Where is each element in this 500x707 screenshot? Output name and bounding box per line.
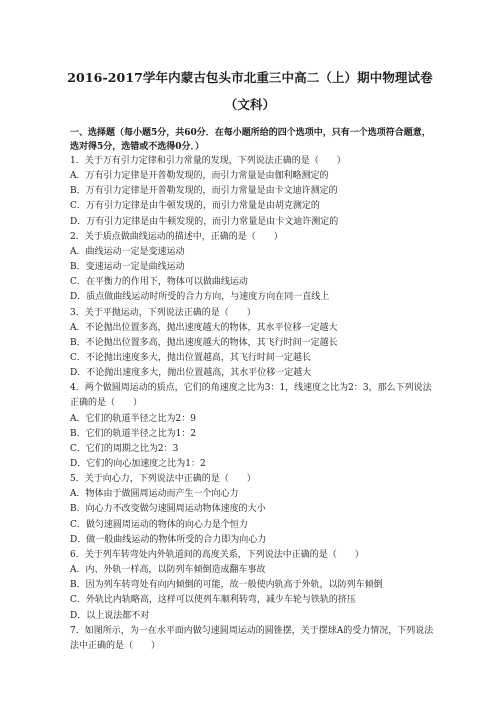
- question-3-option-D: D．不论抛出速度多大，抛出位置越高，其水平位移一定越大: [70, 368, 312, 379]
- question-1-stem-line-1: 1．关于万有引力定律和引力常量的发现，下列说法正确的是（ ）: [70, 156, 346, 166]
- question-6-stem-line-1: 6．关于列车转弯处内外轨道间的高度关系，下列说法中正确的是（ ）: [70, 549, 364, 560]
- question-4-option-C: C．它们的周期之比为2：3: [70, 443, 179, 454]
- question-4-stem-line-1: 4．两个做圆周运动的质点，它们的角速度之比为3：1，线速度之比为2：3，那么下列说法: [70, 383, 432, 394]
- question-7-stem-line-2: 法中正确的是（ ）: [70, 640, 161, 651]
- question-2-option-C: C．在平衡力的作用下，物体可以做曲线运动: [70, 277, 248, 288]
- question-4-option-A: A．它们的轨道半径之比为2：9: [70, 413, 196, 424]
- question-6-option-A: A．内、外轨一样高，以防列车倾倒造成翻车事故: [70, 565, 266, 576]
- question-5-option-D: D．做一般曲线运动的物体所受的合力即为向心力: [70, 534, 267, 545]
- question-4-stem-line-2: 正确的是（ ）: [70, 398, 143, 409]
- question-5-option-C: C．做匀速圆周运动的物体的向心力是个恒力: [70, 519, 248, 530]
- question-3-option-B: B．不论抛出位置多高，抛出速度越大的物体，其飞行时间一定越长: [70, 337, 338, 348]
- question-3-option-C: C．不论抛出速度多大，抛出位置越高，其飞行时间一定越长: [70, 352, 311, 363]
- question-6-option-B: B．因为列车转弯处有向内倾倒的可能，故一般使内轨高于外轨，以防列车倾倒: [70, 580, 383, 591]
- question-2-option-A: A．曲线运动一定是变速运动: [70, 246, 185, 257]
- page-title: 2016-2017学年内蒙古包头市北重三中高二（上）期中物理试卷: [67, 70, 433, 85]
- question-1-option-D: D．万有引力定律是由牛顿发现的，而引力常量是由卡文迪许测定的: [70, 216, 339, 227]
- question-2-option-B: B．变速运动一定是曲线运动: [70, 262, 185, 273]
- question-6-option-C: C．外轨比内轨略高，这样可以使列车顺利转弯，减少车轮与铁轨的挤压: [70, 595, 356, 606]
- question-1-option-B: B．万有引力定律是开普勒发现的，而引力常量是由卡文迪许测定的: [70, 186, 338, 197]
- page-subtitle: （文科）: [224, 97, 276, 112]
- question-2-stem-line-1: 2．关于质点做曲线运动的描述中，正确的是（ ）: [70, 231, 283, 242]
- question-3-option-A: A．不论抛出位置多高，抛出速度越大的物体，其水平位移一定越大: [70, 322, 338, 333]
- question-7-stem-line-1: 7．如图所示，为一在水平面内做匀速圆周运动的圆锥摆，关于摆球A的受力情况，下列说法: [70, 625, 434, 636]
- section-heading-line-2: 选对得5分，选错或不选得0分．）: [70, 142, 205, 152]
- question-1-option-A: A．万有引力定律是开普勒发现的，而引力常量是由伽利略测定的: [70, 171, 329, 182]
- section-heading-line-1: 一、选择题（每小题5分，共60分．在每小题所给的四个选项中，只有一个选项符合题意，: [70, 128, 431, 138]
- question-6-option-D: D．以上说法都不对: [70, 610, 150, 621]
- question-5-stem-line-1: 5．关于向心力，下列说法中正确的是（ ）: [70, 474, 256, 485]
- question-2-option-D: D．质点做曲线运动时所受的合力方向，与速度方向在同一直线上: [70, 292, 330, 303]
- question-4-option-B: B．它们的轨道半径之比为1：2: [70, 428, 197, 439]
- question-4-option-D: D．它们的向心加速度之比为1：2: [70, 459, 206, 469]
- question-5-option-A: A．物体由于做圆周运动而产生一个向心力: [70, 489, 239, 500]
- question-5-option-B: B．向心力不改变做匀速圆周运动物体速度的大小: [70, 504, 266, 515]
- question-3-stem-line-1: 3．关于平抛运动，下列说法正确的是（ ）: [70, 307, 256, 318]
- question-1-option-C: C．万有引力定律是由牛顿发现的，而引力常量是由胡克测定的: [70, 201, 320, 212]
